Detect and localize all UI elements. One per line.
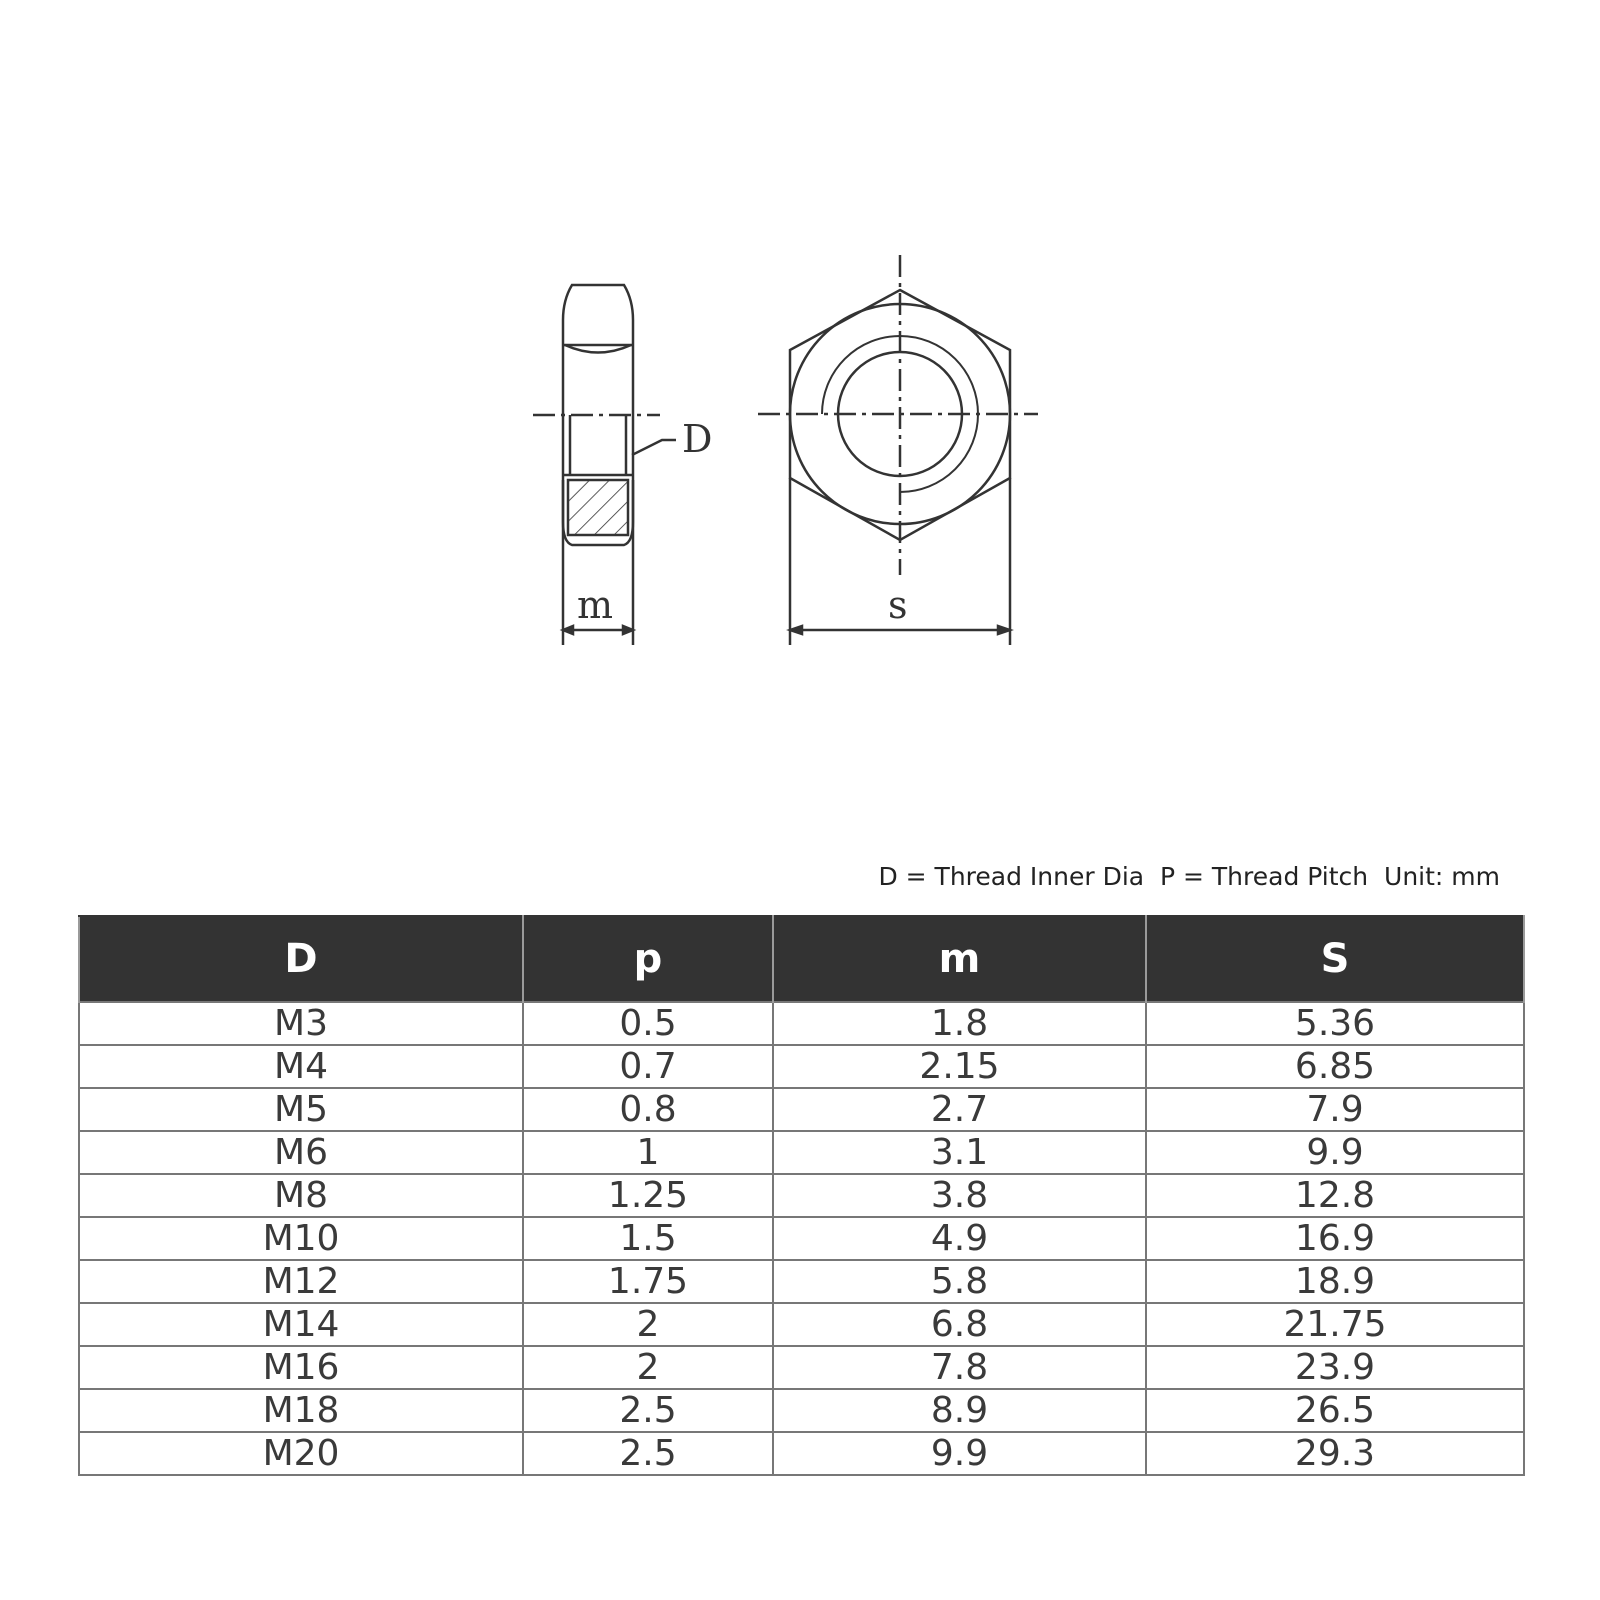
label-s: s	[888, 583, 908, 627]
table-cell: 1.25	[523, 1174, 773, 1217]
table-cell: 0.7	[523, 1045, 773, 1088]
table-cell: 0.8	[523, 1088, 773, 1131]
table-row	[79, 1002, 1524, 1045]
table-cell: 6.8	[773, 1303, 1146, 1346]
table-cell: M4	[79, 1045, 523, 1088]
table-cell: 26.5	[1146, 1389, 1524, 1432]
table-cell: 9.9	[1146, 1131, 1524, 1174]
table-cell: 8.9	[773, 1389, 1146, 1432]
label-m: m	[577, 583, 614, 627]
table-cell: M6	[79, 1131, 523, 1174]
table-row	[79, 1303, 1524, 1346]
table-header-row	[79, 916, 1524, 1002]
table-cell: M18	[79, 1389, 523, 1432]
table-cell: 3.8	[773, 1174, 1146, 1217]
table-cell: 7.8	[773, 1346, 1146, 1389]
table-cell: 3.1	[773, 1131, 1146, 1174]
table-cell: M16	[79, 1346, 523, 1389]
table-cell: M20	[79, 1432, 523, 1475]
header-d: D	[79, 916, 523, 1002]
table-row	[79, 1045, 1524, 1088]
legend-text: D = Thread Inner Dia P = Thread Pitch Unit: mm	[878, 862, 1500, 891]
table-cell: 7.9	[1146, 1088, 1524, 1131]
table-row	[79, 1389, 1524, 1432]
table-row	[79, 1174, 1524, 1217]
hex-nut-svg	[0, 0, 1600, 760]
table-cell: 4.9	[773, 1217, 1146, 1260]
table-cell: 29.3	[1146, 1432, 1524, 1475]
table-cell: M14	[79, 1303, 523, 1346]
table-cell: 21.75	[1146, 1303, 1524, 1346]
table-cell: 6.85	[1146, 1045, 1524, 1088]
table-cell: 5.36	[1146, 1002, 1524, 1045]
table-cell: M12	[79, 1260, 523, 1303]
table-cell: 2.5	[523, 1432, 773, 1475]
label-d: D	[682, 417, 713, 461]
table-cell: M8	[79, 1174, 523, 1217]
header-s: S	[1146, 916, 1524, 1002]
table-row	[79, 1260, 1524, 1303]
table-body	[79, 1002, 1524, 1475]
spec-table	[78, 915, 1525, 1476]
table-row	[79, 1131, 1524, 1174]
table-cell: 2.15	[773, 1045, 1146, 1088]
table-cell: 1	[523, 1131, 773, 1174]
table-row	[79, 1432, 1524, 1475]
header-m: m	[773, 916, 1146, 1002]
table-cell: 9.9	[773, 1432, 1146, 1475]
table-row	[79, 1346, 1524, 1389]
table-cell: 1.75	[523, 1260, 773, 1303]
table-cell: M5	[79, 1088, 523, 1131]
table-cell: 18.9	[1146, 1260, 1524, 1303]
table-cell: 23.9	[1146, 1346, 1524, 1389]
table-cell: 5.8	[773, 1260, 1146, 1303]
table-cell: M3	[79, 1002, 523, 1045]
table-cell: 1.5	[523, 1217, 773, 1260]
table-cell: 2	[523, 1303, 773, 1346]
table-row	[79, 1088, 1524, 1131]
hex-nut-drawing	[0, 0, 1600, 760]
header-p: p	[523, 916, 773, 1002]
table-cell: 16.9	[1146, 1217, 1524, 1260]
table-row	[79, 1217, 1524, 1260]
table-cell: 1.8	[773, 1002, 1146, 1045]
table-cell: M10	[79, 1217, 523, 1260]
table-cell: 2	[523, 1346, 773, 1389]
table-cell: 12.8	[1146, 1174, 1524, 1217]
table-cell: 2.5	[523, 1389, 773, 1432]
table-cell: 0.5	[523, 1002, 773, 1045]
table-cell: 2.7	[773, 1088, 1146, 1131]
